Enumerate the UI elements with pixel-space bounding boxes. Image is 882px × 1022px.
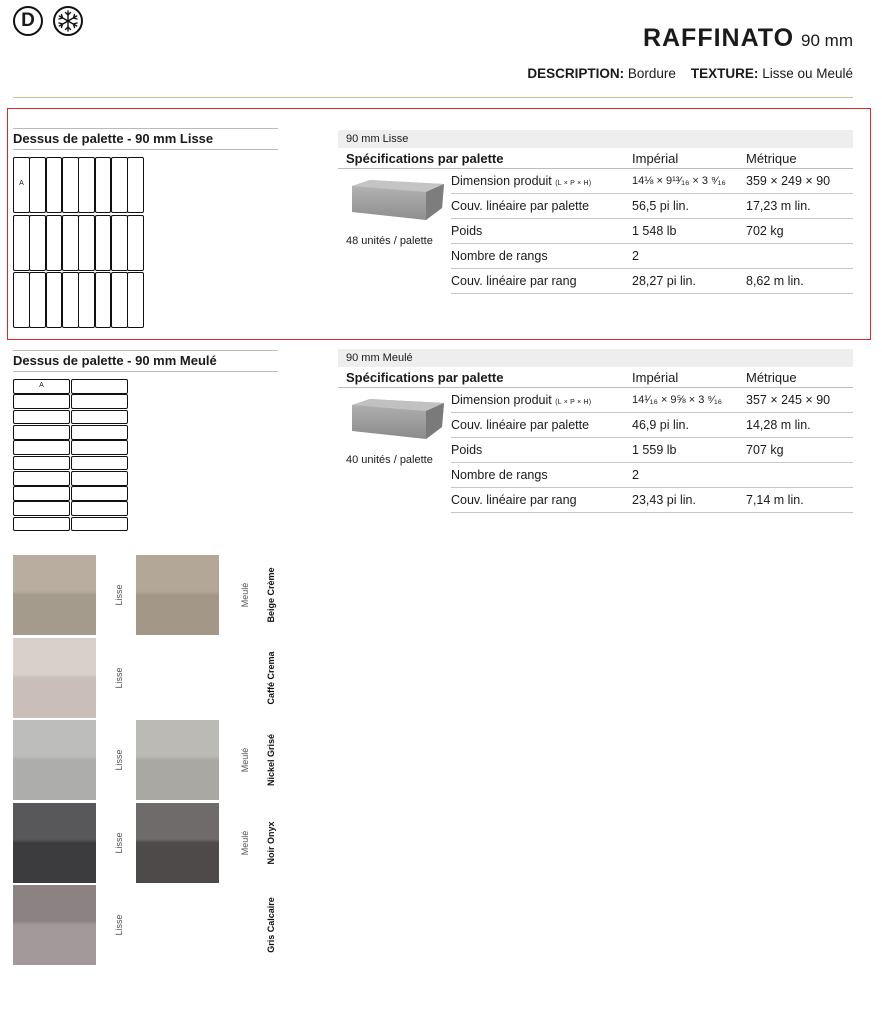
pallet-unit: [71, 425, 128, 440]
row-imperial: 46,9 pi lin.: [632, 418, 689, 432]
pallet-unit: [95, 272, 112, 328]
row-imperial: 23,43 pi lin.: [632, 493, 696, 507]
color-name-text: Noir Onyx: [266, 820, 276, 865]
row-metric: 14,28 m lin.: [746, 418, 811, 432]
col-header-spec: Spécifications par palette: [346, 370, 504, 385]
swatch-label-lisse: [113, 720, 125, 800]
pallet-unit: [71, 440, 128, 455]
texture-text: Lisse: [114, 914, 124, 936]
col-header-metric: Métrique: [746, 370, 797, 385]
row-label: Couv. linéaire par rang: [451, 274, 577, 288]
row-imperial: 14⅛ × 9¹³⁄₁₆ × 3 ⁹⁄₁₆: [632, 175, 726, 187]
pallet-unit: [71, 486, 128, 501]
pallet-unit: [62, 215, 79, 271]
swatch-label-meule: [239, 720, 251, 800]
spec-table-lisse: [338, 149, 853, 299]
spec-row-dimension: [451, 388, 853, 413]
frost-resistance-badge: [13, 6, 43, 36]
pallet-marker: A: [39, 382, 44, 389]
color-name: [265, 555, 277, 635]
pallet-unit: [46, 272, 63, 328]
spec-row-weight: [451, 219, 853, 244]
spec-section-title-lisse: 90 mm Lisse: [338, 130, 853, 148]
swatch-label-meule: [239, 803, 251, 883]
spec-row-linear-pallet: [451, 194, 853, 219]
texture-value: Lisse ou Meulé: [762, 66, 853, 81]
pallet-diagram-meule: [13, 379, 129, 532]
pallet-unit: [46, 215, 63, 271]
pallet-unit: [46, 157, 63, 213]
swatch-lisse: [13, 555, 96, 635]
color-name-text: Gris Calcaire: [266, 897, 276, 953]
paver-block-image: [346, 397, 446, 441]
units-per-pallet-meule: 40 unités / palette: [346, 454, 433, 466]
pallet-marker: A: [19, 180, 24, 187]
row-imperial: 56,5 pi lin.: [632, 199, 689, 213]
pallet-unit: [78, 157, 95, 213]
row-label-unit: (L × P × H): [555, 399, 592, 406]
swatch-meule: [136, 555, 219, 635]
pallet-unit: [13, 486, 70, 501]
product-title: [643, 24, 853, 53]
row-label: Couv. linéaire par rang: [451, 493, 577, 507]
pallet-unit: [13, 501, 70, 516]
paver-block-image: [346, 178, 446, 222]
row-label-unit: (L × P × H): [555, 180, 592, 187]
description-label: DESCRIPTION:: [527, 66, 625, 81]
pallet-unit: [29, 157, 46, 213]
row-metric: 357 × 245 × 90: [746, 393, 831, 407]
spec-row-dimension: [451, 169, 853, 194]
pallet-unit: [13, 456, 70, 471]
pallet-unit: [71, 410, 128, 425]
row-label: Poids: [451, 443, 483, 457]
color-name-text: Nickel Grisé: [266, 733, 276, 787]
row-metric: 8,62 m lin.: [746, 274, 804, 288]
color-name: [265, 803, 277, 883]
color-name: [265, 885, 277, 965]
pallet-unit: [29, 272, 46, 328]
col-header-metric: Métrique: [746, 151, 797, 166]
swatch-label-lisse: [113, 555, 125, 635]
texture-text: Meulé: [240, 747, 250, 773]
pallet-diagram-lisse: [13, 157, 148, 329]
pallet-unit: [13, 471, 70, 486]
row-label: Nombre de rangs: [451, 249, 548, 263]
pallet-unit: [78, 272, 95, 328]
pallet-unit: [111, 215, 128, 271]
color-name-text: Caffé Crema: [266, 650, 276, 705]
row-metric: 7,14 m lin.: [746, 493, 804, 507]
pallet-unit: [13, 379, 70, 394]
pallet-unit: [62, 157, 79, 213]
swatch-lisse: [13, 720, 96, 800]
pallet-unit: [71, 471, 128, 486]
swatch-lisse: [13, 803, 96, 883]
texture-text: Lisse: [114, 584, 124, 606]
pallet-unit: [13, 410, 70, 425]
pallet-unit: [13, 440, 70, 455]
pallet-title-lisse: Dessus de palette - 90 mm Lisse: [13, 128, 278, 150]
pallet-unit: [71, 379, 128, 394]
pallet-unit: [111, 157, 128, 213]
pallet-unit: [71, 517, 128, 532]
pallet-unit: [127, 215, 144, 271]
col-header-spec: Spécifications par palette: [346, 151, 504, 166]
row-imperial: 2: [632, 468, 639, 482]
color-name: [265, 720, 277, 800]
texture-label: TEXTURE:: [690, 66, 759, 81]
pallet-unit: [71, 501, 128, 516]
texture-text: Lisse: [114, 666, 124, 689]
pallet-unit: [95, 215, 112, 271]
swatch-label-lisse: [113, 885, 125, 965]
pallet-unit: [13, 215, 30, 271]
row-imperial: 14¹⁄₁₆ × 9⅝ × 3 ⁹⁄₁₆: [632, 394, 723, 406]
row-metric: 17,23 m lin.: [746, 199, 811, 213]
badge-letter: D: [21, 10, 35, 31]
row-imperial: 28,27 pi lin.: [632, 274, 696, 288]
pallet-unit: [71, 456, 128, 471]
row-label: Dimension produit: [451, 174, 552, 188]
product-name: RAFFINATO: [642, 24, 795, 52]
snowflake-glyph: [55, 8, 81, 34]
spec-row-rows: [451, 244, 853, 269]
row-imperial: 2: [632, 249, 639, 263]
spec-row-rows: [451, 463, 853, 488]
pallet-title-meule: Dessus de palette - 90 mm Meulé: [13, 350, 278, 372]
row-imperial: 1 548 lb: [632, 224, 677, 238]
spec-row-weight: [451, 438, 853, 463]
row-metric: 702 kg: [746, 224, 784, 238]
row-imperial: 1 559 lb: [632, 443, 677, 457]
swatch-lisse: [13, 638, 96, 718]
pallet-unit: [13, 425, 70, 440]
pallet-unit: [13, 157, 30, 213]
pallet-unit: [62, 272, 79, 328]
spec-row-linear-row: [451, 488, 853, 513]
color-name-text: Beige Crème: [266, 567, 276, 623]
col-header-imperial: Impérial: [632, 370, 679, 385]
texture-text: Meulé: [240, 830, 250, 855]
col-header-imperial: Impérial: [632, 151, 679, 166]
pallet-unit: [13, 517, 70, 532]
swatch-label-meule: [239, 555, 251, 635]
texture-text: Lisse: [114, 749, 124, 771]
swatch-meule: [136, 803, 219, 883]
pallet-unit: [78, 215, 95, 271]
swatch-label-lisse: [113, 803, 125, 883]
pallet-unit: [13, 272, 30, 328]
product-thickness: 90 mm: [801, 31, 853, 50]
pallet-unit: [95, 157, 112, 213]
swatch-lisse: [13, 885, 96, 965]
row-label: Couv. linéaire par palette: [451, 418, 590, 432]
pallet-unit: [127, 272, 144, 328]
description-line: [527, 66, 853, 81]
spec-section-title-meule: 90 mm Meulé: [338, 349, 853, 367]
row-metric: 707 kg: [746, 443, 784, 457]
texture-text: Meulé: [240, 582, 250, 608]
spec-row-linear-row: [451, 269, 853, 294]
swatch-label-lisse: [113, 638, 125, 718]
pallet-unit: [29, 215, 46, 271]
row-label: Dimension produit: [451, 393, 552, 407]
row-label: Nombre de rangs: [451, 468, 548, 482]
color-name: [265, 638, 277, 718]
pallet-unit: [127, 157, 144, 213]
pallet-unit: [71, 394, 128, 409]
row-label: Poids: [451, 224, 483, 238]
snowflake-icon: [53, 6, 83, 36]
row-metric: 359 × 249 × 90: [746, 174, 831, 188]
row-label: Couv. linéaire par palette: [451, 199, 590, 213]
pallet-unit: [13, 394, 70, 409]
pallet-unit: [111, 272, 128, 328]
header-divider: [13, 97, 853, 98]
spec-table-meule: [338, 368, 853, 518]
texture-text: Lisse: [114, 831, 124, 854]
description-value: Bordure: [627, 66, 676, 81]
swatch-meule: [136, 720, 219, 800]
spec-row-linear-pallet: [451, 413, 853, 438]
units-per-pallet-lisse: 48 unités / palette: [346, 235, 433, 247]
